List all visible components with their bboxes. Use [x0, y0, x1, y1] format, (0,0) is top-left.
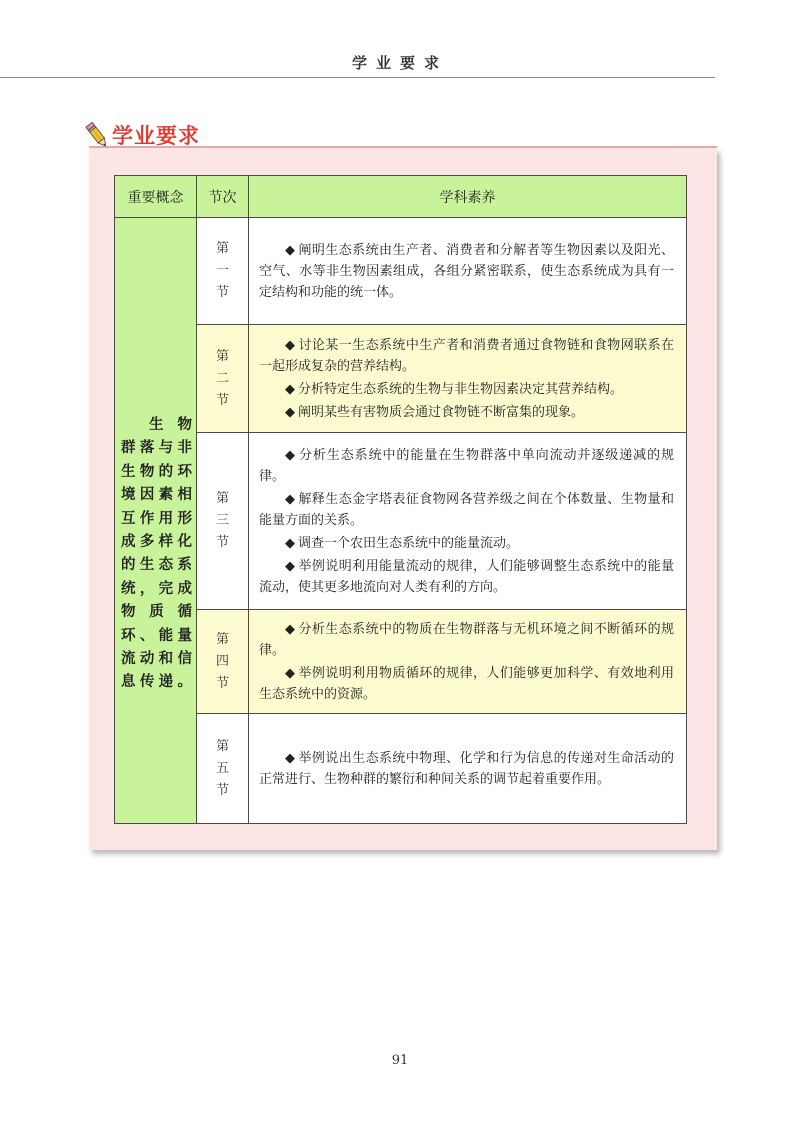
literacy-item: ◆ 阐明某些有害物质会通过食物链不断富集的现象。: [285, 404, 585, 420]
header-literacy: 学科素养: [249, 176, 687, 218]
literacy-item: ◆ 分析生态系统中的能量在生物群落中单向流动并逐级递减的规律。: [259, 447, 674, 484]
literacy-item: ◆ 解释生态金字塔表征食物网各营养级之间在个体数量、生物量和能量方面的关系。: [259, 491, 674, 528]
running-header: 学业要求: [351, 54, 448, 72]
concept-cell: [115, 218, 197, 824]
literacy-cell: [249, 218, 687, 325]
literacy-item: ◆ 阐明生态系统由生产者、消费者和分解者等生物因素以及阳光、空气、水等非生物因素组成，各组分紧密联系，使生态系统成为具有一定结构和功能的统一体。: [259, 242, 674, 300]
pencil-icon: [84, 120, 110, 150]
section-label: 第 四 节: [197, 610, 249, 714]
table-row: [115, 325, 687, 433]
literacy-cell: [249, 325, 687, 433]
section-heading: [84, 118, 200, 152]
diamond-bullet-icon: ◆: [285, 381, 295, 397]
table-row: [115, 433, 687, 610]
table-row: [115, 218, 687, 325]
concept-text: 生物群落与非生物的环境因素相互作用形成多样化的生态系统，完成物质循环、能量流动和信息传递。: [121, 417, 192, 691]
section-label: 第 二 节: [197, 325, 249, 433]
section-label: 第 一 节: [197, 218, 249, 325]
table-header-row: [115, 176, 687, 218]
diamond-bullet-icon: ◆: [285, 337, 296, 353]
diamond-bullet-icon: ◆: [285, 665, 296, 681]
diamond-bullet-icon: ◆: [285, 621, 296, 637]
section-label: 第 五 节: [197, 714, 249, 824]
table-row: [115, 610, 687, 714]
diamond-bullet-icon: ◆: [285, 242, 296, 258]
diamond-bullet-icon: ◆: [285, 447, 296, 463]
literacy-item: ◆ 举例说出生态系统中物理、化学和行为信息的传递对生命活动的正常进行、生物种群的繁衍和种间关系的调节起着重要作用。: [259, 750, 674, 787]
literacy-item: ◆ 举例说明利用能量流动的规律，人们能够调整生态系统中的能量流动，使其更多地流向对人类有利的方向。: [259, 558, 674, 595]
page-number: 91: [391, 1053, 409, 1068]
literacy-cell: [249, 433, 687, 610]
table-row: [115, 714, 687, 824]
literacy-item: ◆ 调查一个农田生态系统中的能量流动。: [285, 535, 520, 551]
header-rule: [0, 77, 715, 78]
section-title: 学业要求: [112, 124, 200, 148]
diamond-bullet-icon: ◆: [285, 491, 296, 507]
diamond-bullet-icon: ◆: [285, 535, 295, 551]
diamond-bullet-icon: ◆: [285, 558, 296, 574]
header-section: 节次: [197, 176, 249, 218]
header-concept: 重要概念: [115, 176, 197, 218]
diamond-bullet-icon: ◆: [285, 404, 295, 420]
literacy-item: ◆ 举例说明利用物质循环的规律，人们能够更加科学、有效地利用生态系统中的资源。: [259, 665, 674, 702]
requirements-table: [114, 175, 687, 824]
diamond-bullet-icon: ◆: [285, 750, 296, 766]
literacy-item: ◆ 讨论某一生态系统中生产者和消费者通过食物链和食物网联系在一起形成复杂的营养结构。: [259, 337, 674, 374]
literacy-item: ◆ 分析生态系统中的物质在生物群落与无机环境之间不断循环的规律。: [259, 621, 674, 658]
literacy-cell: [249, 610, 687, 714]
section-label: 第 三 节: [197, 433, 249, 610]
literacy-cell: [249, 714, 687, 824]
literacy-item: ◆ 分析特定生态系统的生物与非生物因素决定其营养结构。: [285, 381, 624, 397]
